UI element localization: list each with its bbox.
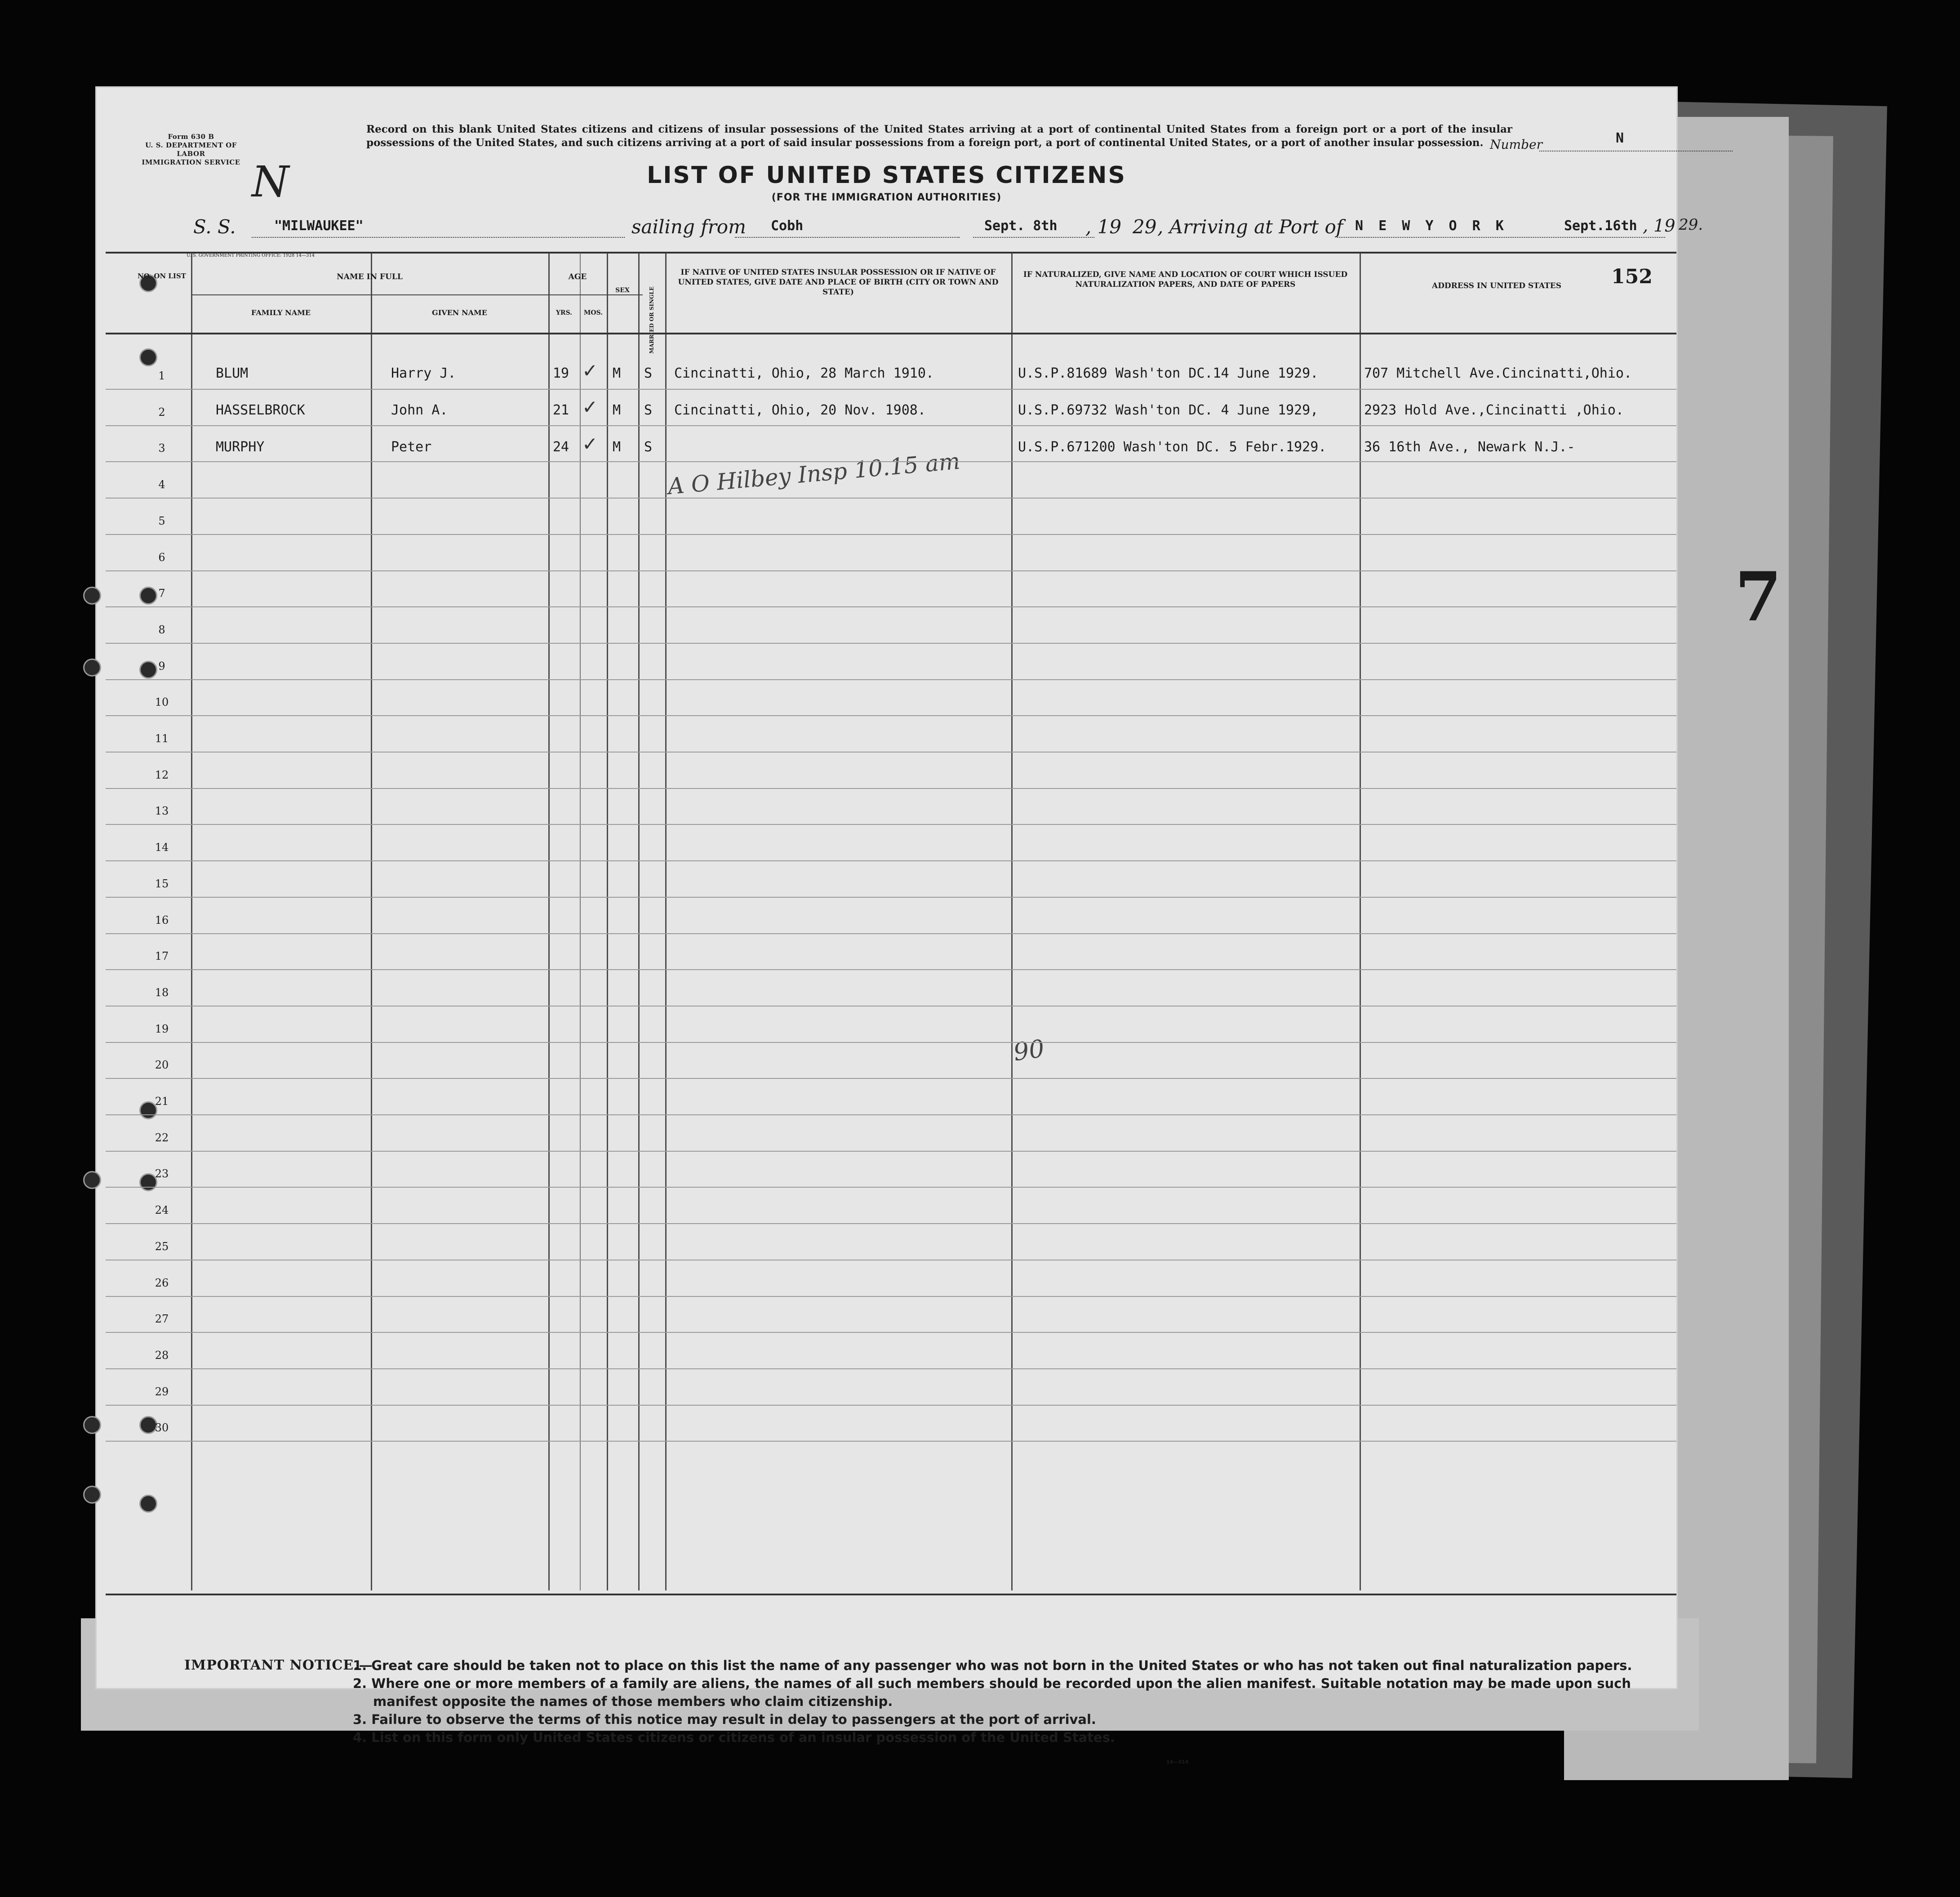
row-number: 2 [158, 406, 165, 419]
number-value: N [1616, 130, 1624, 146]
row-number: 21 [155, 1095, 169, 1108]
row-rule [106, 752, 1676, 753]
naturalization-info: U.S.P.69732 Wash'ton DC. 4 June 1929, [1018, 402, 1319, 418]
punch-hole [83, 587, 101, 605]
row-rule [106, 1151, 1676, 1152]
column-rule [665, 253, 667, 1590]
sex: M [613, 439, 621, 455]
row-number: 13 [155, 805, 169, 817]
address: 36 16th Ave., Newark N.J.- [1364, 439, 1575, 455]
row-rule [106, 389, 1676, 390]
row-number: 3 [158, 442, 165, 454]
row-rule [106, 1114, 1676, 1115]
punch-hole [83, 1416, 101, 1434]
punch-hole [83, 659, 101, 677]
row-rule [106, 1078, 1676, 1079]
sail-year: 29 [1133, 216, 1157, 238]
given-name: Harry J. [391, 365, 456, 381]
row-rule [106, 643, 1676, 644]
birth-info: Cincinatti, Ohio, 20 Nov. 1908. [674, 402, 926, 418]
table-header-rule [106, 333, 1676, 334]
row-number: 15 [155, 877, 169, 890]
column-header-years: YRS. [556, 309, 573, 316]
punch-hole [83, 1171, 101, 1189]
pencil-number: 90 [1011, 1034, 1046, 1067]
naturalization-info: U.S.P.81689 Wash'ton DC.14 June 1929. [1018, 365, 1319, 381]
row-number: 6 [158, 551, 165, 564]
row-rule [106, 1332, 1676, 1333]
service-name: IMMIGRATION SERVICE [142, 158, 240, 166]
row-rule [106, 824, 1676, 825]
arriving-label: , Arriving at Port of [1157, 216, 1343, 238]
column-rule [371, 253, 372, 1590]
manifest-page [97, 88, 1703, 1765]
row-rule [106, 933, 1676, 934]
column-rule [1011, 253, 1013, 1590]
arrival-year-prefix: , 19 [1643, 216, 1676, 236]
punch-hole [139, 1495, 157, 1513]
row-number: 18 [155, 986, 169, 999]
row-rule [106, 860, 1676, 861]
row-number: 22 [155, 1131, 169, 1144]
page-title: LIST OF UNITED STATES CITIZENS [647, 162, 1126, 189]
row-number: 25 [155, 1240, 169, 1253]
row-number: 30 [155, 1421, 169, 1434]
row-number: 26 [155, 1277, 169, 1289]
row-number: 16 [155, 914, 169, 926]
column-rule [580, 253, 581, 1590]
row-number: 27 [155, 1313, 169, 1325]
marital-status: S [644, 439, 653, 455]
birth-info: Cincinatti, Ohio, 28 March 1910. [674, 365, 934, 381]
table-bottom-rule [106, 1594, 1676, 1595]
department-name: U. S. DEPARTMENT OF LABOR [145, 141, 237, 158]
column-rule [191, 253, 192, 1590]
row-number: 1 [158, 370, 165, 382]
given-name: Peter [391, 439, 432, 455]
row-rule [106, 1405, 1676, 1406]
row-rule [106, 1223, 1676, 1224]
address: 707 Mitchell Ave.Cincinatti,Ohio. [1364, 365, 1632, 381]
from-port-line [735, 237, 960, 238]
check-mark: ✓ [582, 360, 598, 382]
age-years: 21 [553, 402, 569, 418]
column-rule [607, 253, 608, 1590]
address: 2923 Hold Ave.,Cincinatti ,Ohio. [1364, 402, 1624, 418]
marital-status: S [644, 365, 653, 381]
table-top-rule [106, 252, 1676, 254]
margin-mark: 7 [1735, 557, 1782, 637]
family-name: HASSELBROCK [216, 402, 305, 418]
column-header-name: NAME IN FULL [337, 272, 403, 281]
column-rule [548, 253, 550, 1590]
age-years: 24 [553, 439, 569, 455]
column-rule [638, 253, 640, 1590]
row-number: 7 [158, 587, 165, 600]
row-number: 23 [155, 1167, 169, 1180]
row-number: 8 [158, 623, 165, 636]
row-rule [106, 788, 1676, 789]
sailing-label: sailing from [631, 216, 746, 238]
notice-item: 3. Failure to observe the terms of this notice may result in delay to passengers at the port of arrival. [353, 1712, 1096, 1727]
column-header-age: AGE [568, 272, 587, 281]
age-years: 19 [553, 365, 569, 381]
sail-date: Sept. 8th [984, 218, 1058, 234]
column-header-naturalization: IF NATURALIZED, GIVE NAME AND LOCATION OF COURT WHICH ISSUED NATURALIZATION PAPERS, AND DATE OF PAPERS [1023, 270, 1348, 289]
sail-year-prefix: , 19 [1085, 216, 1122, 238]
column-header-months: MOS. [583, 309, 603, 316]
marital-status: S [644, 402, 653, 418]
inspector-signature: A O Hilbey Insp 10.15 am [667, 448, 961, 500]
column-header-marital-status: MARRIED OR SINGLE [649, 286, 655, 354]
row-rule [106, 534, 1676, 535]
notice-item: 4. List on this form only United States citizens or citizens of an insular possession of the United States. [353, 1730, 1115, 1745]
arrival-date: Sept.16th [1564, 218, 1637, 234]
row-number: 5 [158, 515, 165, 527]
column-header-number: NO. ON LIST [138, 272, 186, 280]
notice-item: 2. Where one or more members of a family are aliens, the names of all such members should be recorded upon the alien manifest. Suitable notation may be made upon such manifest opposite the names of those members who claim citizenship. [353, 1676, 1631, 1709]
family-name: BLUM [216, 365, 249, 381]
row-number: 4 [158, 478, 165, 491]
row-number: 14 [155, 841, 169, 854]
row-rule [106, 461, 1676, 462]
sex: M [613, 402, 621, 418]
notice-list [353, 1657, 1656, 1746]
naturalization-info: U.S.P.671200 Wash'ton DC. 5 Febr.1929. [1018, 439, 1327, 455]
row-rule [106, 897, 1676, 898]
row-rule [106, 606, 1676, 607]
row-rule [106, 1296, 1676, 1297]
column-header-address: ADDRESS IN UNITED STATES [1432, 281, 1561, 290]
column-header-birth: IF NATIVE OF UNITED STATES INSULAR POSSESSION OR IF NATIVE OF UNITED STATES, GIVE DATE AND PLACE OF BIRTH (CITY OR TOWN AND STATE) [678, 268, 999, 297]
given-name: John A. [391, 402, 448, 418]
arrival-port-line [1337, 237, 1665, 238]
sail-date-line [973, 237, 1094, 238]
check-mark: ✓ [582, 433, 598, 455]
form-instructions: Record on this blank United States citizens and citizens of insular possessions of the United States arriving at a port of continental United States from a foreign port or a port of the insular possessions of the United States, and such citizens arriving at a port of said insular possessions from a foreign port, a port of continental United States, or a port of another insular possession. [366, 123, 1512, 149]
punch-hole [139, 348, 157, 366]
notice-code: 14—314 [1166, 1759, 1189, 1765]
row-rule [106, 679, 1676, 680]
row-rule [106, 969, 1676, 970]
row-number: 12 [155, 769, 169, 781]
column-header-given-name: GIVEN NAME [432, 308, 487, 317]
row-number: 9 [158, 660, 165, 672]
form-number: Form 630 B [168, 133, 214, 141]
ship-name-line [252, 237, 625, 238]
row-rule [106, 1368, 1676, 1369]
row-rule [106, 498, 1676, 499]
row-number: 28 [155, 1349, 169, 1362]
row-number: 24 [155, 1204, 169, 1216]
row-rule [106, 570, 1676, 571]
printer-note: U. S. GOVERNMENT PRINTING OFFICE: 1928 14—314 [187, 253, 315, 258]
row-rule [106, 1441, 1676, 1442]
check-mark: ✓ [582, 396, 598, 418]
column-header-sex: SEX [615, 287, 630, 294]
page-subtitle: (FOR THE IMMIGRATION AUTHORITIES) [771, 192, 1002, 203]
row-rule [106, 425, 1676, 426]
column-header-family-name: FAMILY NAME [251, 308, 311, 317]
arrival-year: 29. [1679, 216, 1703, 234]
notice-label: IMPORTANT NOTICE.— [184, 1657, 373, 1673]
notice-item: 1. Great care should be taken not to place on this list the name of any passenger who was not born in the United States or who has not taken out final naturalization papers. [353, 1658, 1632, 1673]
sex: M [613, 365, 621, 381]
family-name: MURPHY [216, 439, 265, 455]
row-number: 29 [155, 1385, 169, 1398]
row-number: 17 [155, 950, 169, 962]
ss-label: S. S. [193, 216, 236, 238]
row-rule [106, 1042, 1676, 1043]
page-number: 152 [1611, 265, 1653, 288]
arrival-port: N E W Y O R K [1355, 218, 1507, 234]
from-port: Cobh [771, 218, 804, 234]
row-number: 19 [155, 1023, 169, 1035]
punch-hole [83, 1486, 101, 1504]
ship-name: "MILWAUKEE" [274, 218, 364, 234]
row-number: 20 [155, 1059, 169, 1071]
handwritten-mark: N [252, 157, 289, 207]
number-label: Number [1490, 137, 1542, 152]
name-subheader-rule [191, 294, 643, 295]
row-number: 11 [155, 732, 169, 745]
row-number: 10 [155, 696, 169, 708]
row-rule [106, 1187, 1676, 1188]
column-rule [1360, 253, 1361, 1590]
row-rule [106, 715, 1676, 716]
